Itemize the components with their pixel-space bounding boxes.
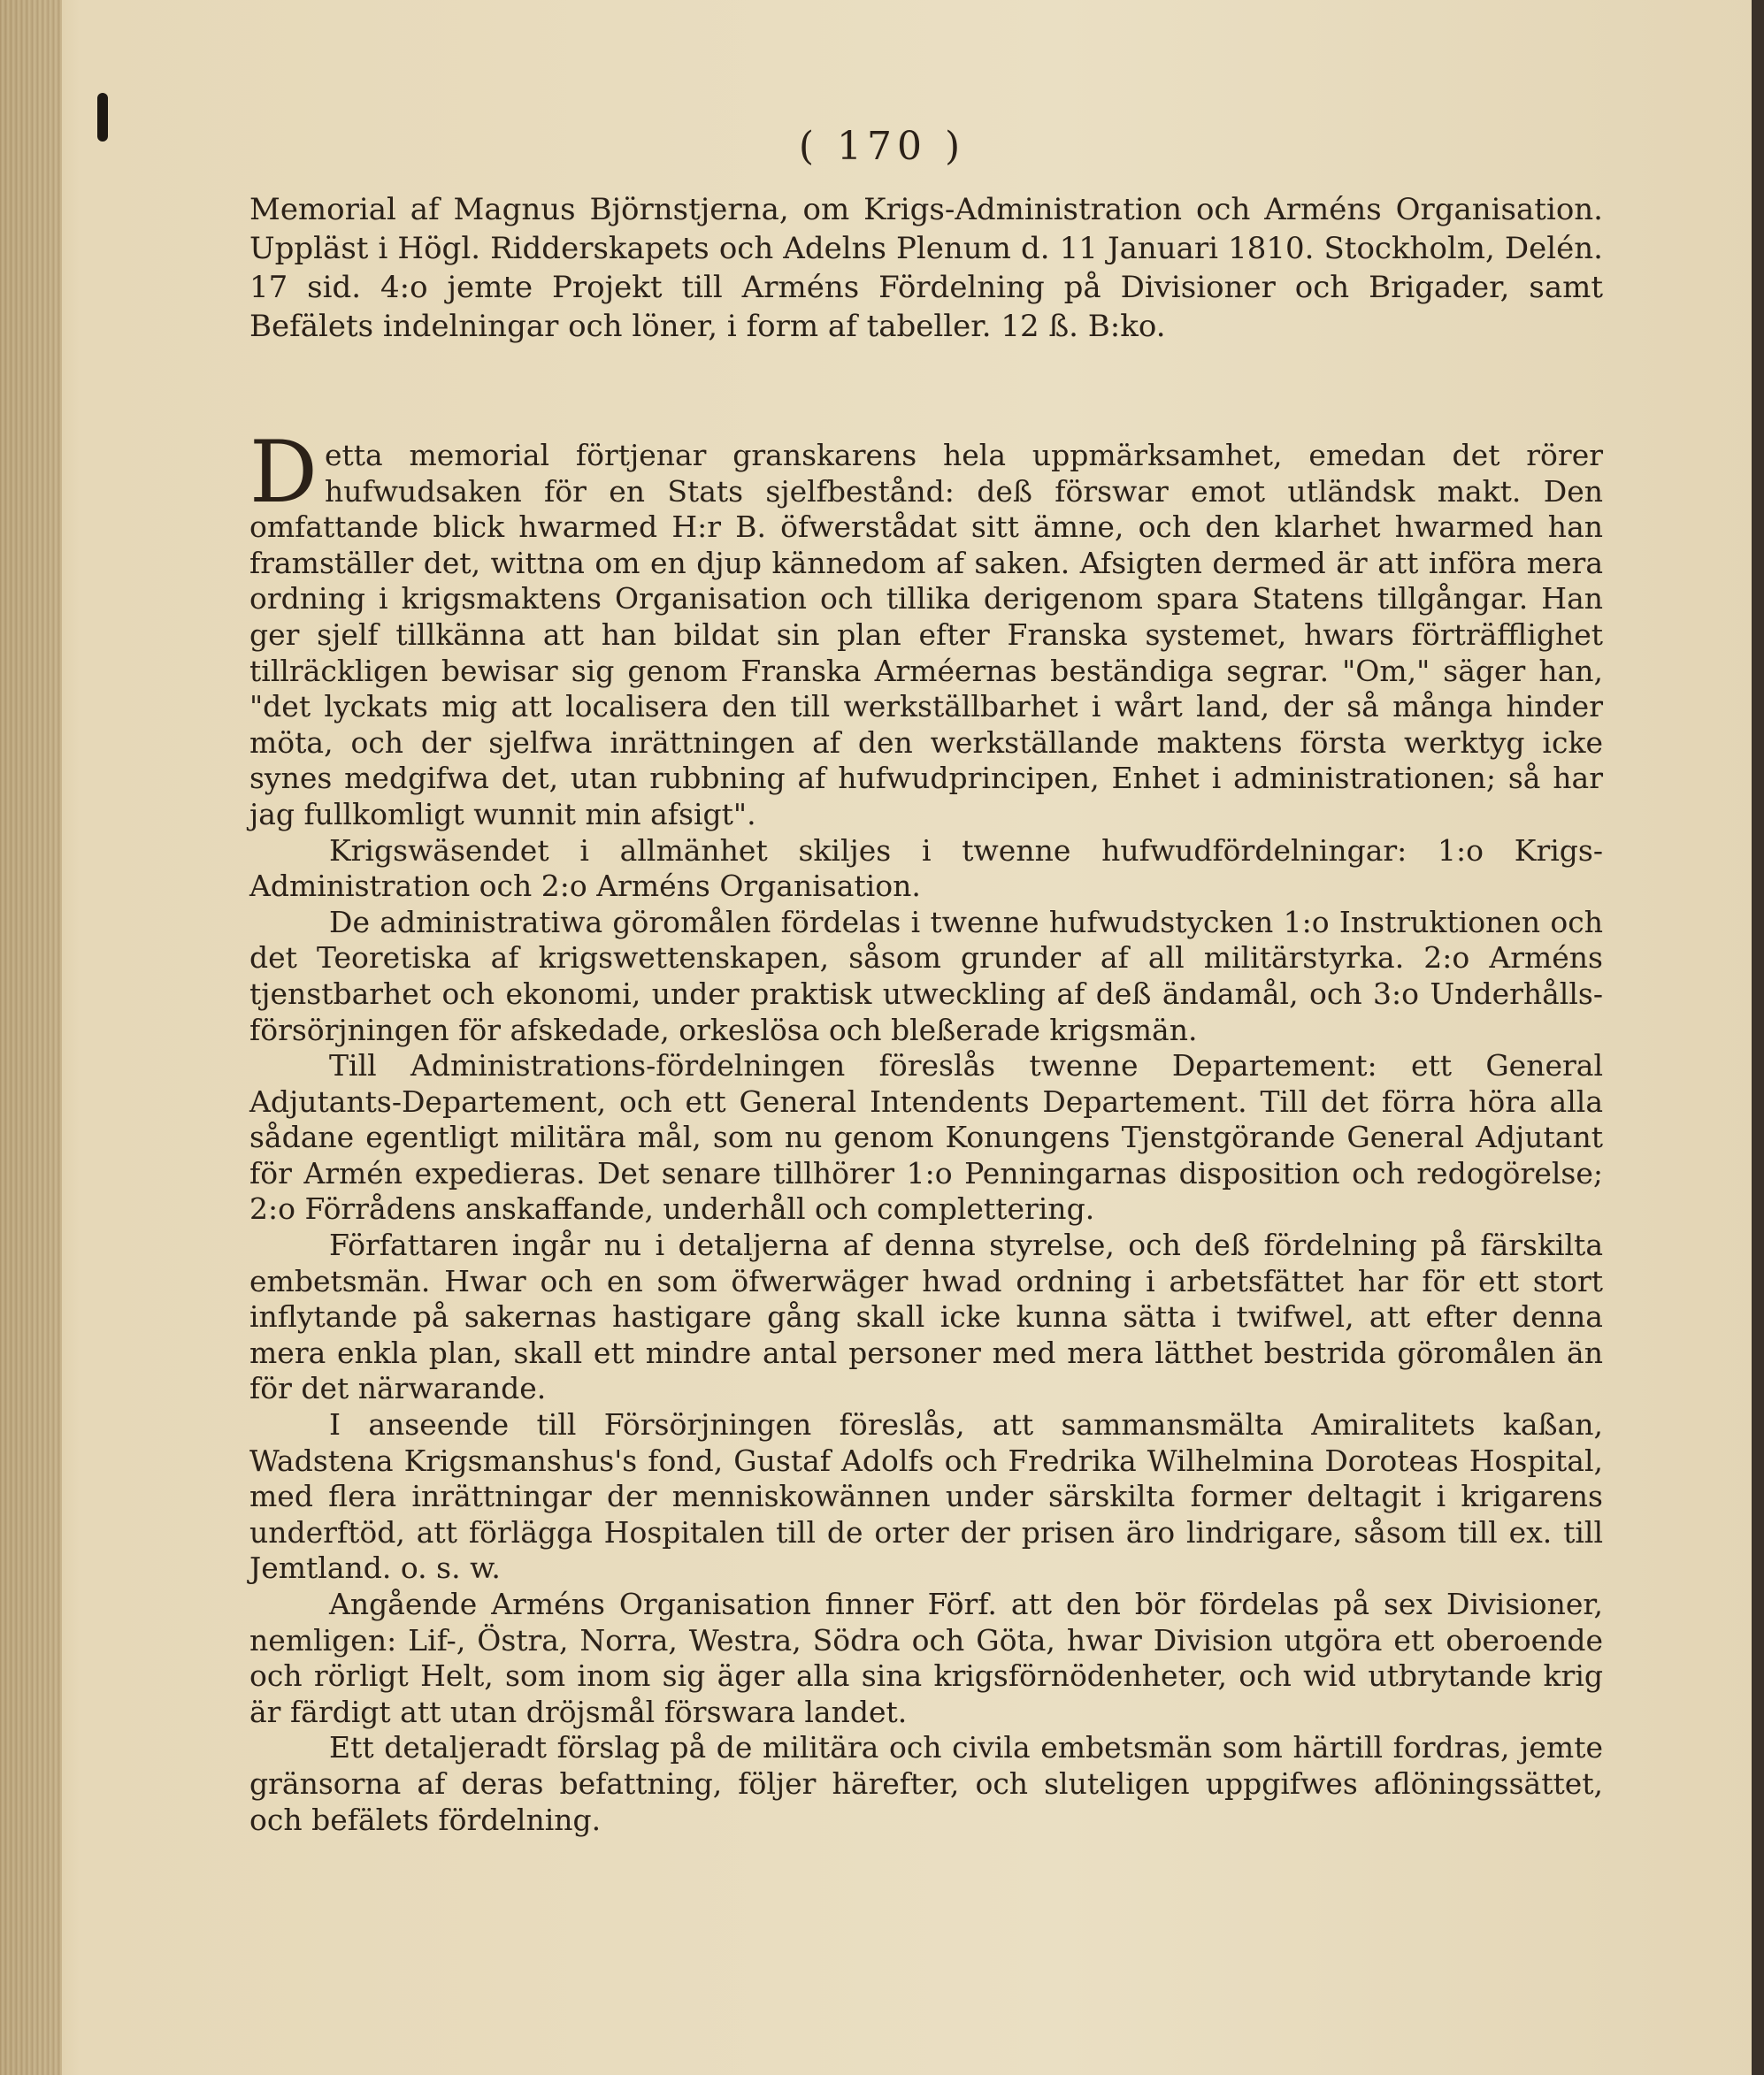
review-body (249, 423, 1603, 1838)
paragraph-1-text: etta memorial förtjenar granskarens hela uppmärksamhet, emedan det rörer hufwudsaken för en Stats sjelfbestånd: deß förswar emot utländsk makt. Den omfattande blick hwarmed H:r B. öfwerstådat sitt ämne, och den klarhet hwarmed han framställer det, wittna om en djup kännedom af saken. Afsigten dermed är att införa mera ordning i krigsmaktens Organisation och tillika derigenom spara Statens tillgångar. Han ger sjelf tillkänna att han bildat sin plan efter Franska systemet, hwars förträfflighet tillräckligen bewisar sig genom Franska Arméernas beständiga segrar. "Om," säger han, "det lyckats mig att localisera den till werkställbarhet i wårt land, der så många hinder möta, och der sjelfwa inrättningen af den werkställande maktens första werktyg icke synes medgifwa det, utan rubbning af hufwudprincipen, Enhet i administrationen; så har jag fullkomligt wunnit min afsigt". (249, 438, 1603, 831)
page-right-margin (1752, 0, 1764, 2075)
paragraph-3: De administratiwa göromålen fördelas i twenne hufwudstycken 1:o Instruktionen och det Teoretiska af krigswettenskapen, såsom grunder af all militärstyrka. 2:o Arméns tjenstbarhet och ekonomi, under praktisk utweckling af deß ändamål, och 3:o Underhålls-försörjningen för afskedade, orkeslösa och bleßerade krigsmän. (249, 904, 1603, 1047)
paragraph-2: Krigswäsendet i allmänhet skiljes i twenne hufwudfördelningar: 1:o Krigs-Administration och 2:o Arméns Organisation. (249, 832, 1603, 904)
paragraph-7: Angående Arméns Organisation finner Förf. att den bör fördelas på sex Divisioner, nemligen: Lif-, Östra, Norra, Westra, Södra och Göta, hwar Division utgöra ett oberoende och rörligt Helt, som inom sig äger alla sina krigsförnödenheter, och wid utbrytande krig är färdigt att utan dröjsmål förswara landet. (249, 1587, 1603, 1729)
page-number: ( 170 ) (798, 124, 966, 169)
review-heading: Memorial af Magnus Björnstjerna, om Krigs-Administration och Arméns Organisation. Uppläst i Högl. Ridderskapets och Adelns Plenum d. 11 Januari 1810. Stockholm, Delén. 17 sid. 4:o jemte Projekt till Arméns Fördelning på Divisioner och Brigader, samt Befälets indelningar och löner, i form af tabeller. 12 ß. B:ko. (249, 192, 1603, 344)
paragraph-6: I anseende till Försörjningen föreslås, att sammansmälta Amiralitets kaßan, Wadstena Krigsmanshus's fond, Gustaf Adolfs och Fredrika Wilhelmina Doroteas Hospital, med flera inrättningar der menniskowännen under särskilta former deltagit i krigarens underftöd, att förlägga Hospitalen till de orter der prisen äro lindrigare, såsom till ex. till Jemtland. o. s. w. (249, 1407, 1603, 1586)
paragraph-4: Till Administrations-fördelningen föreslås twenne Departement: ett General Adjutants-Departement, och ett General Intendents Departement. Till det förra höra alla sådane egentligt militära mål, som nu genom Konungens Tjenstgörande General Adjutant för Armén expedieras. Det senare tillhörer 1:o Penningarnas disposition och redogörelse; 2:o Förrådens anskaffande, underhåll och complettering. (249, 1048, 1603, 1227)
paragraph-8: Ett detaljeradt förslag på de militära och civila embetsmän som härtill fordras, jemte gränsorna af deras befattning, följer härefter, och sluteligen uppgifwes aflöningssättet, och befälets fördelning. (249, 1730, 1603, 1837)
paragraph-1 (249, 423, 1603, 833)
drop-cap: D (249, 423, 318, 522)
paragraph-5: Författaren ingår nu i detaljerna af denna styrelse, och deß fördelning på färskilta embetsmän. Hwar och en som öfwerwäger hwad ordning i arbetsfättet har för ett stort inflytande på sakernas hastigare gång skall icke kunna sätta i twifwel, att efter denna mera enkla plan, skall ett mindre antal personer med mera lätthet bestrida göromålen än för det närwarande. (249, 1228, 1603, 1406)
page-gutter-edge (0, 0, 62, 2075)
